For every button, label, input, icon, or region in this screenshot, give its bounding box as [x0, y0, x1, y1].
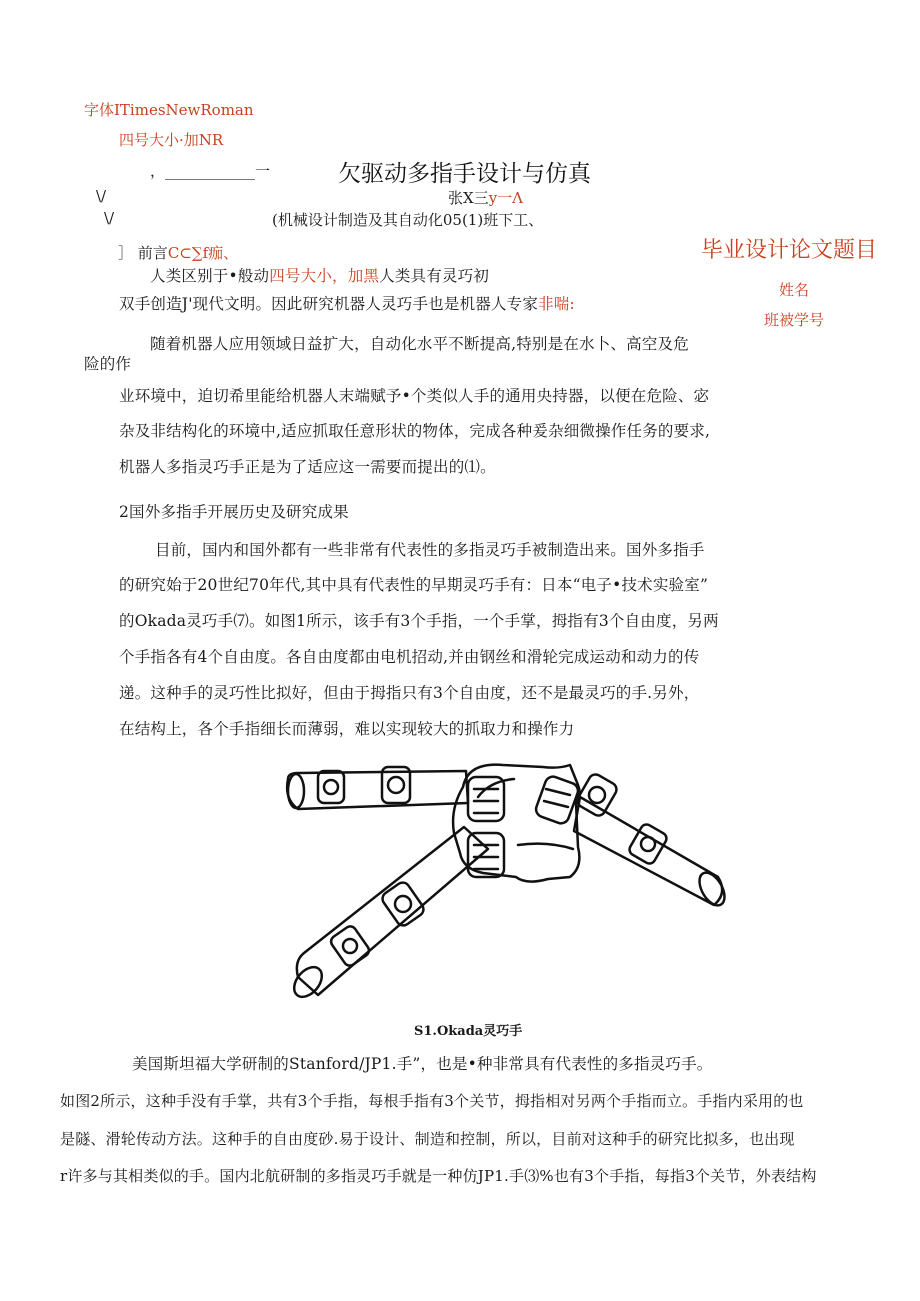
p3-line-3: 是隧、滑轮传动方法。这种手的自由度砂.易于设计、制造和控制，所以，目前对这种手的研究比拟多，也出现	[60, 1130, 795, 1148]
preface-label: 前言	[137, 244, 168, 262]
joint-1c	[468, 777, 504, 821]
author-line	[448, 187, 523, 208]
p2-line-2: 的研究始于20世纪70年代,其中具有代表性的早期灵巧手有：日本“电子•技术实验室”	[119, 576, 709, 594]
dash-line: ，____________一	[150, 162, 271, 180]
p2-line-3: 的Okada灵巧手⑺。如图1所示，该手有3个手指，一个手掌，拇指有3个自由度，另两	[119, 612, 719, 630]
p1-line-2: 险的作	[84, 355, 132, 373]
p2-line-4: 个手指各有4个自由度。各自由度都由电机招动,并由钢丝和滑轮完成运动和动力的传	[119, 648, 700, 666]
mark-1: \/	[96, 187, 107, 205]
author-name: 张X三	[448, 189, 489, 207]
intro-2a: 双手创造J'现代文明。因此研究机器人灵巧手也是机器人专家	[119, 295, 539, 313]
intro-2b: 非喘:	[538, 295, 575, 313]
joint-3b	[575, 772, 619, 818]
p1-line-5: 机器人多指灵巧手正是为了适应这一需要而提出的⑴。	[119, 458, 496, 476]
mark-2: \/	[104, 209, 115, 227]
paper-title: 欠驱动多指手设计与仿真	[338, 161, 591, 187]
intro-1a: 人类区别于•般动	[150, 267, 270, 285]
p1-line-3: 业环境中，迫切希里能给机器人末端赋予•个类似人手的通用央持器，以便在危险、宓	[119, 387, 710, 405]
p1-line-4: 杂及非结构化的环境中,适应抓取任意形状的物体，完成各种爰杂细微操作任务的要求,	[119, 422, 711, 440]
figure-caption: S1.Okada灵巧手	[414, 1024, 523, 1039]
affiliation: (机械设计制造及其自动化05(1)班下工、	[272, 211, 544, 229]
p3-line-1: 美国斯坦福大学研制的Stanford/JP1.手”，也是•种非常具有代表性的多指灵巧手。	[132, 1055, 713, 1073]
joint-3a	[534, 774, 580, 825]
p2-line-5: 递。这种手的灵巧性比拟好，但由于拇指只有3个自由度，还不是最灵巧的手.另外，	[119, 684, 700, 702]
p3-line-4: r许多与其相类似的手。国内北航研制的多指灵巧手就是一种仿JP1.手⑶%也有3个手指，每指3个关节，外表结构	[60, 1167, 817, 1185]
joint-1a	[318, 771, 344, 803]
preface-line	[118, 242, 238, 263]
intro-line-2	[119, 292, 575, 314]
name-label: 姓名	[779, 281, 810, 299]
red-font-note: C⊂∑f痂、	[167, 244, 239, 262]
class-label: 班被学号	[764, 311, 825, 329]
bracket-mark: ］	[118, 244, 134, 262]
size-note: 四号大小·加NR	[119, 131, 224, 149]
author-suffix: y一Λ	[488, 189, 523, 207]
font-note: 字体ITimesNewRoman	[84, 101, 254, 119]
finger-1	[287, 771, 468, 809]
p1-line-1: 随着机器人应用领域日益扩大，自动化水平不断提高,特别是在水卜、高空及危	[150, 335, 689, 353]
intro-line-1	[150, 264, 489, 286]
p2-line-6: 在结构上，各个手指细长而薄弱，难以实现较大的抓取力和操作力	[119, 720, 575, 738]
okada-hand-figure	[278, 757, 728, 1007]
joint-2c	[329, 924, 371, 968]
p3-line-2: 如图2所示，这种手没有手掌，共有3个手指，每根手指有3个关节，拇指相对另两个手指而立。手指内采用的也	[60, 1092, 804, 1110]
inline-red-note: 四号大小，加黑	[269, 267, 380, 285]
intro-1b: 人类具有灵巧初	[379, 267, 490, 285]
p2-line-1: 目前，国内和国外都有一些非常有代表性的多指灵巧手被制造出来。国外多指手	[155, 541, 705, 559]
thesis-heading: 毕业设计论文题目	[701, 238, 878, 263]
section-2-heading: 2国外多指手开展历史及研究成果	[119, 503, 349, 521]
